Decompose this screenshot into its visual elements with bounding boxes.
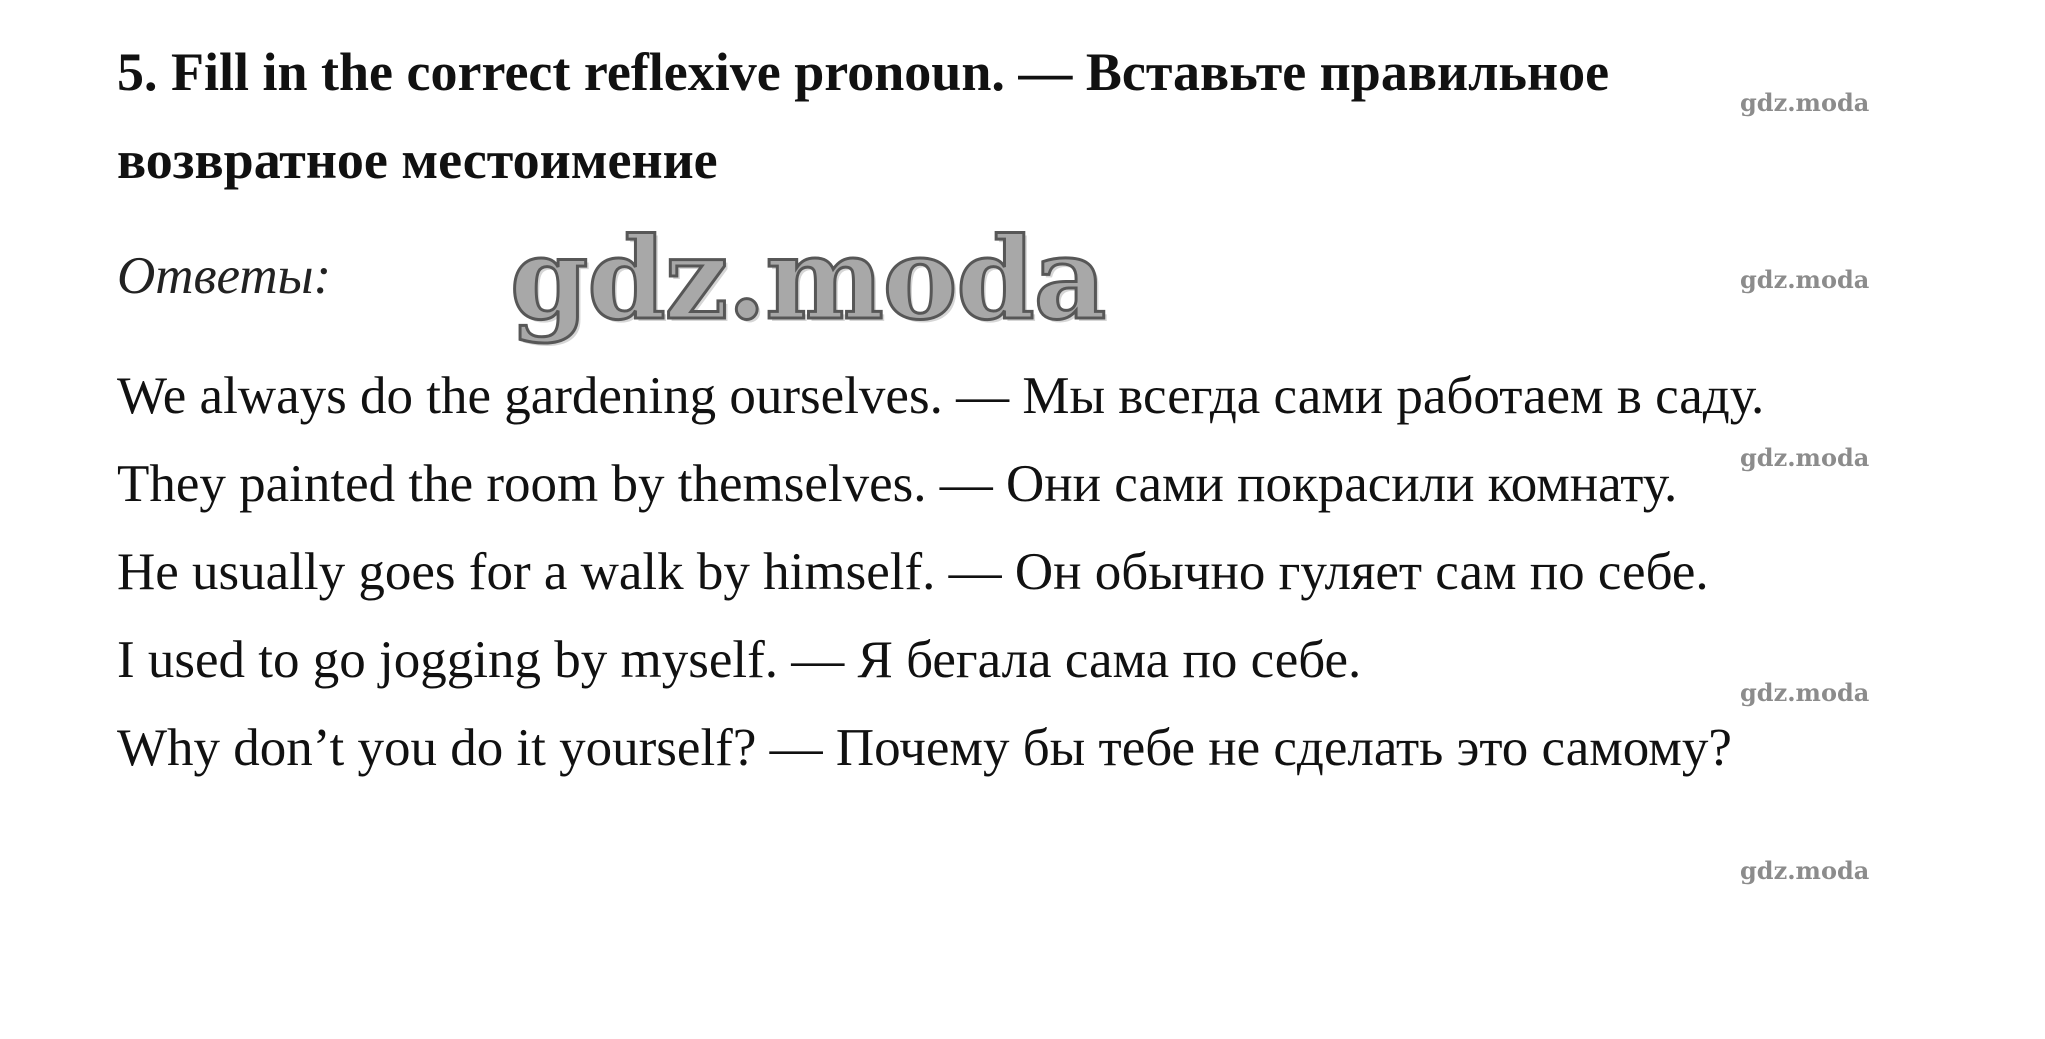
watermark-small: gdz.moda <box>1740 88 1870 117</box>
answer-item: They painted the room by themselves. — Они сами покрасили комнату. <box>117 455 1678 513</box>
watermark-small: gdz.moda <box>1740 678 1870 707</box>
answer-item: He usually goes for a walk by himself. — Он обычно гуляет сам по себе. <box>117 543 1709 601</box>
answers-label: Ответы: <box>117 247 332 305</box>
watermark-small: gdz.moda <box>1740 856 1870 885</box>
answer-item: Why don’t you do it yourself? — Почему бы тебе не сделать это самому? <box>117 719 1732 777</box>
watermark-small: gdz.moda <box>1740 265 1870 294</box>
watermark-logo-large: gdz.moda <box>510 214 1106 345</box>
answers-list <box>117 352 1897 792</box>
answer-item: We always do the gardening ourselves. — Мы всегда сами работаем в саду. <box>117 367 1765 425</box>
watermark-small: gdz.moda <box>1740 443 1870 472</box>
exercise-heading: 5. Fill in the correct reflexive pronoun. — Вставьте правильное возвратное местоимение <box>117 42 1610 190</box>
answer-item: I used to go jogging by myself. — Я бегала сама по себе. <box>117 631 1362 689</box>
